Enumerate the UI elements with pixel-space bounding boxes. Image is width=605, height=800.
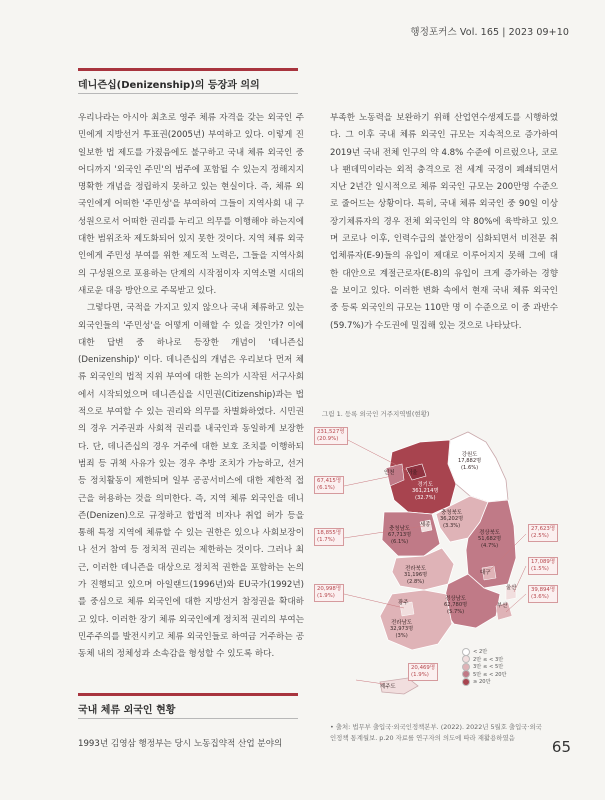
section-heading-bar (78, 693, 298, 696)
header-running-title: 행정포커스 Vol. 165 | 2023 09+10 (410, 27, 569, 38)
label-jeonnam: 전라남도 32,973명 (3%) (390, 620, 414, 639)
section-heading-rule (78, 718, 298, 719)
section-heading-text: 데니즌십(Denizenship)의 등장과 의의 (78, 80, 260, 91)
section-heading-text: 국내 체류 외국인 현황 (78, 705, 176, 716)
left-column (78, 110, 304, 664)
callout-busan: 39,894명 (3.6%) (528, 585, 558, 603)
legend-item: ≥ 20만 (462, 678, 507, 686)
paragraph: 그렇다면, 국적을 가지고 있지 않으나 국내 체류하고 있는 외국인들의 '주민성'을 어떻게 이해할 수 있을 것인가? 이에 대한 답변 중 하나로 등장한 개념이 '데니즌십(Denizenship)' 이다. 데니즌십의 개념은 우리보다 먼저 체류 외국인의 법적 지위 부여에 대한 논의가 시작된 서구사회에서 시작되었으며 데니즌십을 시민권(Citizenship)과는 법적으로 부여할 수 있는 권리와 의무를 차별화하였다. 시민권의 경우 거주권과 사회적 권리를 내국인과 동일하게 보장한다. 단, 데니즌십의 경우 거주에 대한 보호 조치를 이행하되 범죄 등 귀책 사유가 있는 경우 추방 조치가 가능하고, 선거 등 정치활동이 제한되며 일부 공공서비스에 대한 제한적 접근을 허용하는 것을 의미한다. 즉, 지역 체류 외국인을 데니즌(Denizen)으로 규정하고 합법적 비자나 취업 허가 등을 통해 특정 지역에 체류할 수 있는 권한은 있으나 사회보장이나 선거 참여 등 정치적 권리는 제한하는 것이다. 그러나 최근, 이러한 데니즌을 대상으로 정치적 권한을 포함하는 논의가 진행되고 있으며 아일랜드(1996년)와 EU국가(1992년)를 중심으로 체류 외국인에 대한 지방선거 참정권을 확대하고 있다. 이러한 장기 체류 외국인에게 정치적 권리의 부여는 민주주의를 발전시키고 체류 외국인들로 하여금 거주하는 공동체 내의 정체성과 소속감을 형성할 수 있도록 하다. (78, 303, 304, 660)
label-incheon: 인천 (384, 470, 395, 476)
label-chungnam: 충청남도 67,713명 (6.1%) (388, 526, 412, 545)
figure-source-note: • 출처: 법무부 출입국·외국인정책본부. (2022). 2022년 5월호 출입국·외국인정책 통계월보. p.20 자료를 연구자의 의도에 따라 재활용하였음 (330, 723, 542, 742)
label-seoul: 서울 (407, 470, 418, 476)
label-daegu: 대구 (480, 570, 491, 576)
section-heading-denizenship (78, 68, 298, 94)
map-legend (462, 648, 507, 686)
legend-swatch (462, 678, 470, 686)
callout-ulsan: 17,089명 (1.5%) (528, 557, 558, 575)
legend-item: 2만 ≤ < 3만 (462, 656, 507, 664)
legend-item: 3만 ≤ < 5만 (462, 663, 507, 671)
callout-incheon: 67,415명 (6.1%) (314, 476, 344, 494)
label-gyeongbuk: 경상북도 51,682명 (4.7%) (478, 530, 502, 549)
label-jeonbuk: 전라북도 31,196명 (2.8%) (404, 566, 428, 585)
label-ulsan: 울산 (506, 585, 517, 591)
label-jeju: 제주도 (380, 684, 396, 690)
page-number: 65 (551, 738, 571, 756)
figure-title: 그림 1. 등록 외국인 거주지역별(현황) (322, 410, 430, 418)
callout-seoul: 231,527명 (20.9%) (314, 427, 348, 445)
paragraph: 1993년 김영삼 행정부는 당시 노동집약적 산업 분야의 (78, 739, 283, 749)
label-busan: 부산 (497, 603, 508, 609)
legend-item: < 2만 (462, 648, 507, 656)
paragraph: 부족한 노동력을 보완하기 위해 산업연수생제도를 시행하였다. 그 이후 국내 체류 외국인 규모는 지속적으로 증가하여 2019년 국내 전체 인구의 약 4.8% 수준에 이르렀으나, 코로나 팬데믹이라는 외적 충격으로 전 세계 국경이 폐쇄되면서 지난 2년간 일시적으로 체류 외국인 규모는 200만명 수준으로 줄어드는 상황이다. 특히, 국내 체류 외국인 중 90일 이상 장기체류자의 경우 전체 외국인의 약 80%에 육박하고 있으며 코로나 이후, 인력수급의 불안정이 심화되면서 비전문 취업체류자(E-9)들의 유입이 제대로 이루어지지 못해 그에 대한 대안으로 계절근로자(E-8)의 유입이 크게 증가하는 경향을 보이고 있다. 이러한 변화 속에서 현재 국내 체류 외국인 중 등록 외국인의 규모는 110만 명 이 수준으로 이 중 과반수(59.7%)가 수도권에 밀집해 있는 것으로 나타났다. (330, 113, 558, 331)
right-column (330, 110, 558, 335)
callout-sejong: 18,855명 (1.7%) (314, 528, 344, 546)
callout-gwangju: 20,998명 (1.9%) (314, 584, 344, 602)
label-gangwon: 강원도 17,882명 (1.6%) (458, 452, 482, 471)
label-gyeonggi: 경기도 361,214명 (32.7%) (412, 482, 439, 501)
section-heading-rule (78, 93, 298, 94)
legend-item: 5만 ≤ < 20만 (462, 671, 507, 679)
label-gyeongnam: 경상남도 62,780명 (5.7%) (444, 596, 468, 615)
label-gwangju: 광주 (398, 600, 409, 606)
paragraph: 우리나라는 아시아 최초로 영주 체류 자격을 갖는 외국인 주민에게 지방선거 투표권(2005년) 부여하고 있다. 이렇게 진일보한 법 제도를 가졌음에도 불구하고 국내 체류 외국인 중 어디까지 '외국인 주민'의 범주에 포함될 수 있는지 정해지지 명확한 개념을 정립하지 못하고 있는 현실이다. 즉, 체류 외국인에게 어떠한 '주민성'을 부여하여 그들이 지역사회 내 구성원으로서 어떠한 권리를 누리고 의무를 이행해야 하는지에 대한 범위조차 제도화되어 있지 못한 것이다. 지역 체류 외국인에게 주민성 부여를 위한 제도적 노력은, 그들을 지역사회의 구성원으로 포용하는 단계의 시작점이자 지역소멸 시대의 새로운 대응 방안으로 주목받고 있다. (78, 113, 304, 296)
section-heading-bar (78, 68, 298, 71)
callout-daegu: 27,623명 (2.5%) (528, 524, 558, 542)
label-chungbuk: 충청북도 36,202명 (3.3%) (440, 510, 464, 529)
callout-jeju: 20,469명 (1.9%) (408, 663, 438, 681)
label-sejong: 세종 (420, 522, 431, 528)
left-bottom-text (78, 736, 304, 753)
section-heading-foreigners (78, 693, 298, 719)
